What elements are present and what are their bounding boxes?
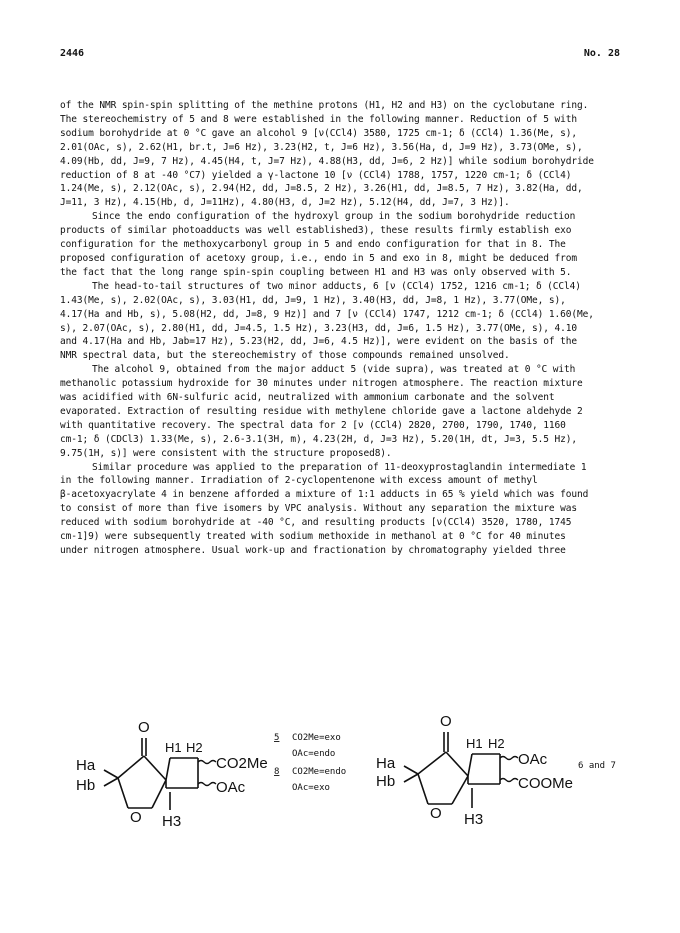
text-line: and 4.17(Ha and Hb, Jab=17 Hz), 5.23(H2, dd, J=6, 4.5 Hz)], were evident on the basis of the [60,336,577,348]
text-line: s), 2.07(OAc, s), 2.80(H1, dd, J=4.5, 1.5 Hz), 3.23(H3, dd, J=6, 1.5 Hz), 3.77(OMe, s), 4.10 [60,322,577,334]
atom-o-ring: O [430,805,442,822]
legend-num-8: 8 [274,767,280,777]
group-oac: OAc [216,779,246,796]
atom-o: O [138,719,150,736]
text-line: The alcohol 9, obtained from the major adduct 5 (vide supra), was treated at 0 °C with [92,364,576,376]
atom-h1: H1 [466,736,483,751]
text-line: 9.75(1H, s)] were consistent with the structure proposed8). [60,447,392,459]
text-line: reduction of 8 at -40 °C7) yielded a γ-lactone 10 [ν (CCl4) 1788, 1757, 1220 cm-1; δ (CCl4) [60,169,572,181]
atom-o: O [440,713,452,730]
atom-h1: H1 [165,740,182,755]
atom-h3: H3 [162,813,182,830]
atom-ha: Ha [376,755,396,772]
page-number: 2446 [60,48,85,59]
text-line: 2.01(OAc, s), 2.62(H1, br.t, J=6 Hz), 3.23(H2, t, J=6 Hz), 3.56(Ha, d, J=9 Hz), 3.73(OMe, s), [60,141,583,153]
text-line: 1.43(Me, s), 2.02(OAc, s), 3.03(H1, dd, J=9, 1 Hz), 3.40(H3, dd, J=8, 1 Hz), 3.77(OMe, s), [60,294,566,306]
text-line: The stereochemistry of 5 and 8 were established in the following manner. Reduction of 5 with [60,113,577,125]
text-line: of the NMR spin-spin splitting of the methine protons (H1, H2 and H3) on the cyclobutane ring. [60,100,589,111]
text-line: configuration for the methoxycarbonyl group in 5 and endo configuration for that in 8. The [60,239,566,251]
text-line: in the following manner. Irradiation of 2-cyclopentenone with excess amount of methyl [60,475,538,487]
text-line: Similar procedure was applied to the preparation of 11-deoxyprostaglandin intermediate 1 [92,461,587,473]
text-line: The head-to-tail structures of two minor adducts, 6 [ν (CCl4) 1752, 1216 cm-1; δ (CCl4) [92,280,581,292]
text-line: the fact that the long range spin-spin coupling between H1 and H3 was only observed with 5. [60,266,572,278]
legend-8-line1: CO2Me=endo [292,767,347,777]
text-line: sodium borohydride at 0 °C gave an alcohol 9 [ν(CCl4) 3580, 1725 cm-1; δ (CCl4) 1.36(Me, s), [60,127,577,139]
text-line: 4.09(Hb, dd, J=9, 7 Hz), 4.45(H4, t, J=7 Hz), 4.88(H3, dd, J=6, 2 Hz)] while sodium borohydride [60,155,594,167]
text-line: reduced with sodium borohydride at -40 °C, and resulting products [ν(CCl4) 3520, 1780, 1745 [60,517,572,529]
atom-hb: Hb [76,777,96,794]
chemical-scheme [70,712,630,832]
text-line: cm-1]9) were subsequently treated with sodium methoxide in methanol at 0 °C for 40 minutes [60,531,566,543]
atom-h3: H3 [464,811,484,828]
text-line: J=11, 3 Hz), 4.15(Hb, d, J=11Hz), 4.80(H3, d, J=2 Hz), 5.12(H4, dd, J=7, 3 Hz)]. [60,197,510,209]
text-line: to consist of more than five isomers by VPC analysis. Without any separation the mixture was [60,503,577,515]
text-line: β-acetoxyacrylate 4 in benzene afforded a mixture of 1:1 adducts in 65 % yield which was found [60,489,589,501]
text-line: 1.24(Me, s), 2.12(OAc, s), 2.94(H2, dd, J=8.5, 2 Hz), 3.26(H1, dd, J=8.5, 7 Hz), 3.82(Ha, dd, [60,183,583,195]
text-line: was acidified with 6N-sulfuric acid, neutralized with ammonium carbonate and the solvent [60,392,555,404]
atom-hb: Hb [376,773,396,790]
atom-ha: Ha [76,757,96,774]
text-line: cm-1; δ (CDCl3) 1.33(Me, s), 2.6-3.1(3H, m), 4.23(2H, d, J=3 Hz), 5.20(1H, dt, J=3, 5.5 Hz), [60,433,577,445]
group-coome: COOMe [518,775,574,792]
journal-issue: No. 28 [583,48,620,59]
atom-h2: H2 [488,736,505,751]
legend-num-5: 5 [274,733,280,743]
text-line: with quantitative recovery. The spectral data for 2 [ν (CCl4) 2820, 2700, 1790, 1740, 1160 [60,419,566,431]
legend-8-line2: OAc=exo [292,783,330,793]
article-body [60,99,628,558]
text-line: products of similar photoadducts was well established3), these results firmly establish exo [60,225,572,237]
text-line: Since the endo configuration of the hydroxyl group in the sodium borohydride reduction [92,211,576,223]
text-line: under nitrogen atmosphere. Usual work-up and fractionation by chromatography yielded three [60,545,566,556]
legend-5-line2: OAc=endo [292,749,336,759]
compound-caption: 6 and 7 [578,761,616,771]
group-co2me: CO2Me [216,755,268,772]
text-line: 4.17(Ha and Hb, s), 5.08(H2, dd, J=8, 9 Hz)] and 7 [ν (CCl4) 1747, 1212 cm-1; δ (CCl4) 1.60(Me, [60,308,594,320]
group-oac: OAc [518,751,548,768]
atom-o-ring: O [130,809,142,826]
text-line: methanolic potassium hydroxide for 30 minutes under nitrogen atmosphere. The reaction mixture [60,378,583,390]
text-line: proposed configuration of acetoxy group, i.e., endo in 5 and exo in 8, might be deduced from [60,252,577,264]
text-line: NMR spectral data, but the stereochemistry of those compounds remained unsolved. [60,350,510,362]
legend-5-line1: CO2Me=exo [292,733,341,743]
text-line: evaporated. Extraction of resulting residue with methylene chloride gave a lactone aldehyde 2 [60,405,583,417]
atom-h2: H2 [186,740,203,755]
